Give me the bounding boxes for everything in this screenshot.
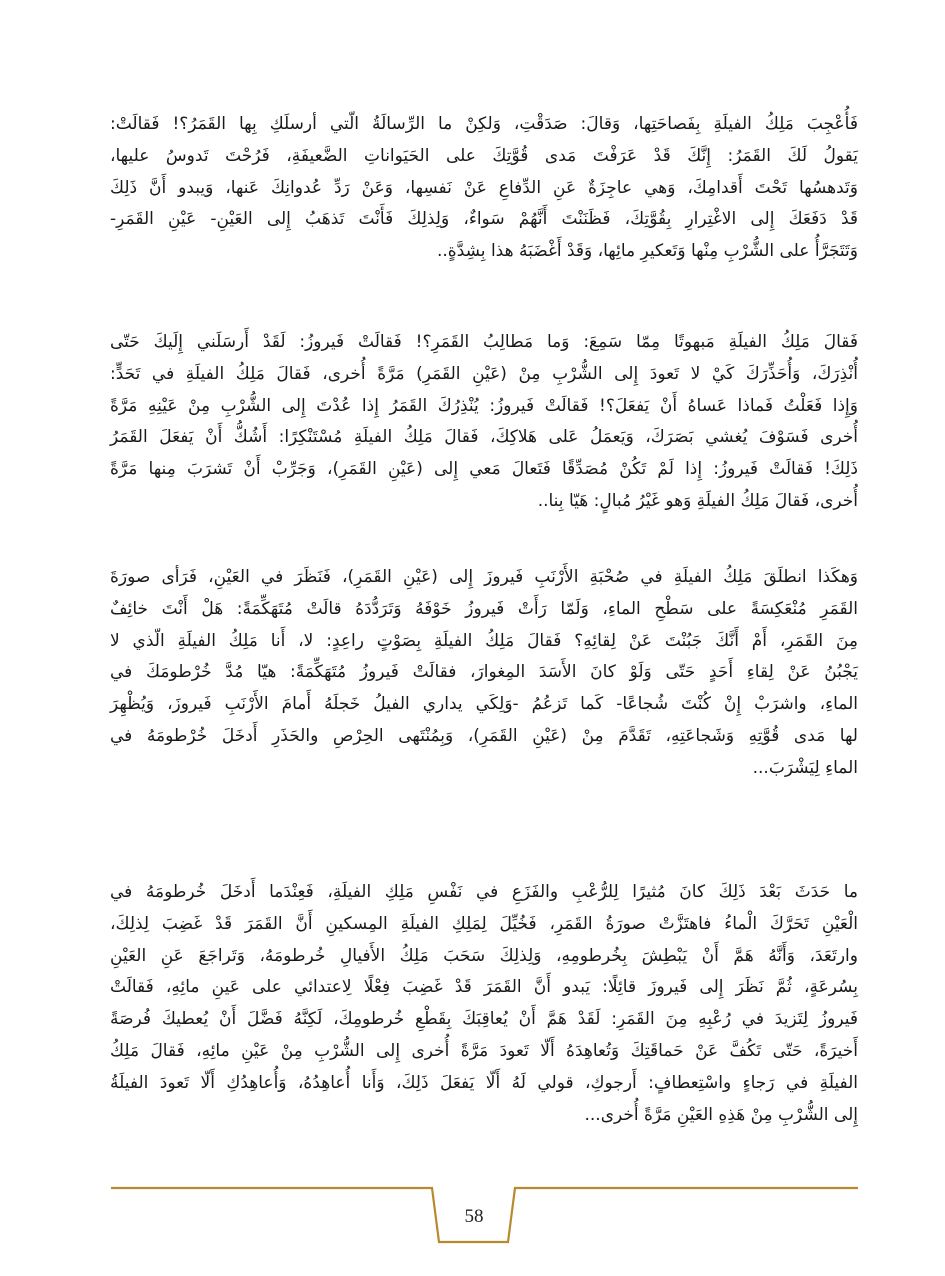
text-line: إِلى الشُّرْبِ مِنْ هَذِهِ العَيْنِ مَرَّةً أُخرى... xyxy=(584,1104,858,1125)
text-line: فَيروزُ لِتَزيدَ في رُعْبِهِ مِنَ القَمَرِ: لَقَدْ هَمَّ أَنْ يُعاقِبَكَ بِقَطْعِ خُرطومِكَ، لَكِنَّهُ فَضَّلَ أَنْ يُعطيكَ فُرصَةً xyxy=(110,1009,858,1030)
text-line: قَدْ دَفَعَكَ إِلى الاغْتِرارِ بِقُوَّتِكَ، فَظَنَنْتَ أَنَّهُمْ سَواءٌ، وَلِذلِكَ فَأَنْتَ تَذهَبُ إِلى العَيْنِ- عَيْنِ القَمَرِ- xyxy=(110,209,858,230)
text-line: أَخيرَةً، حَتّى تَكُفَّ عَنْ حَماقَتِكَ وَتُعاهِدَهُ أَلّا تَعودَ مَرَّةً أُخرى إِلى الشُّرْبِ مِنْ عَيْنِ مائِهِ، فَقالَ مَلِكُ xyxy=(110,1040,858,1061)
text-line: ذَلِكَ! فَقالَتْ فَيروزُ: إِذا لَمْ تَكُنْ مُصَدِّقًا فَتَعالَ مَعي إِلى (عَيْنِ القَمَرِ)، وَجَرِّبْ أَنْ تَشرَبَ مِنها مَرَّةً xyxy=(110,459,858,480)
text-line: فَأُعْجِبَ مَلِكُ الفيلَةِ بِفَصاحَتِها، وَقالَ: صَدَقْتِ، وَلكِنْ ما الرِّسالَةُ الّتي أرسلَكِ بِها القَمَرُ؟! فَقالَتْ: xyxy=(110,114,858,134)
text-line: ما حَدَثَ بَعْدَ ذَلِكَ كانَ مُثيرًا لِلرُّعْبِ والفَزَعِ في نَفْسِ مَلِكِ الفيلَةِ، فَعِنْدَما أَدخَلَ خُرطومَهُ في xyxy=(110,882,858,902)
text-line: الماءِ، واشرَبْ إِنْ كُنْتَ شُجاعًا- كَما تَزعُمُ -وَلِكَي يداري الفيلُ خَجلَهُ أَمامَ الأَرْنَبِ فَيروزَ، وَيُظْهِرَ xyxy=(110,694,858,715)
page-number: 58 xyxy=(464,1206,484,1227)
text-line: أُنْذِرَكَ، وَأُحَذِّرَكَ كَيْ لا تَعودَ إِلى الشُّرْبِ مِنْ (عَيْنِ القَمَرِ) مَرَّةً أُخرى، فَقالَ مَلِكُ الفيلَةِ في تَحَدٍّ: xyxy=(110,363,858,384)
text-line: وَإِذا فَعَلْتُ فَماذا عَساهُ أَنْ يَفعَلَ؟! فَقالَتْ فَيروزُ: يُنْذِرُكَ القَمَرُ إِذا عُدْتَ إِلى الشُّرْبِ مِنْ عَيْنِهِ مَرَّةً xyxy=(110,395,858,416)
text-line: لها مَدى قُوَّتِهِ وَشَجاعَتِهِ، تَقَدَّمَ مِنْ (عَيْنِ القَمَرِ)، وَبِمُنْتَهى الحِرْصِ والحَذَرِ أَدخَلَ خُرْطومَهُ في xyxy=(110,725,858,746)
text-line: يَجْبُنُ عَنْ لِقاءِ أَحَدٍ حَتّى وَلَوْ كانَ الأَسَدَ المِغوارَ، فقالَتْ فَيروزُ مُتَهَكِّمَةً: هيّا مُدَّ خُرْطومَكَ في xyxy=(110,662,858,683)
text-line: الماءِ لِيَشْرَبَ... xyxy=(752,757,858,778)
text-line: القَمَرِ مُنْعَكِسَةً على سَطْحِ الماءِ، وَلَمّا رَأَتْ فَيروزُ خَوْفَهُ وَتَرَدُّدَهُ قالَتْ مُتَهَكِّمَةً: هَلْ أَنْتَ خائِفٌ xyxy=(110,598,858,619)
text-line: وَهكَذا انطلَقَ مَلِكُ الفيلَةِ في صُحْبَةِ الأَرْنَبِ فَيروزَ إِلى (عَيْنِ القَمَرِ)، فَنَظَرَ في العَيْنِ، فَرَأى صورَةَ xyxy=(110,567,858,587)
text-line: أُخرى، فَقالَ مَلِكُ الفيلَةِ وَهو غَيْرُ مُبالٍ: هَيّا بِنا.. xyxy=(537,490,858,511)
text-line: وَتَتَجَرَّأُ على الشُّرْبِ مِنْها وَتَعكيرِ مائِها، وَقَدْ أَغْضَبَهُ هذا بِشِدَّةٍ.. xyxy=(437,241,858,262)
text-line: يَقولُ لَكَ القَمَرُ: إِنَّكَ قَدْ عَرَفْتَ مَدى قُوَّتِكَ على الحَيَواناتِ الضَّعيفَةِ، فَرُحْتَ تَدوسُ عليها، xyxy=(110,145,858,166)
text-line: وَتَدهسُها تَحْتَ أَقدامِكَ، وَهي عاجِزَةٌ عَنِ الدِّفاعِ عَنْ نَفسِها، وَعَنْ رَدِّ عُدوانِكَ عَنها، وَيبدو أَنَّ ذَلِكَ xyxy=(110,177,858,198)
text-line: الْعَيْنِ تَحَرَّكَ الْماءُ فاهتَزَّتْ صورَةُ القَمَرِ، فَخُيِّلَ لِمَلِكِ الفيلَةِ المِسكينِ أَنَّ القَمَرَ قَدْ غَضِبَ لِذلِكَ، xyxy=(110,913,858,934)
text-line: فَقالَ مَلِكُ الفيلَةِ مَبهوتًا مِمّا سَمِعَ: وَما مَطالِبُ القَمَرِ؟! فَقالَتْ فَيروزُ: لَقَدْ أَرسَلَني إِلَيكَ حَتّى xyxy=(110,332,858,352)
text-line: بِسُرعَةٍ، ثُمَّ نَظَرَ إِلى فَيروزَ قائِلًا: يَبدو أَنَّ القَمَرَ قَدْ غَضِبَ فِعْلًا لِاعتدائي على عَينِ مائِهِ، فَقالَتْ xyxy=(110,977,858,998)
text-line: وارتَعَدَ، وَأَنَّهُ هَمَّ أَنْ يَبْطِشَ بِخُرطومِهِ، وَلِذلِكَ سَحَبَ مَلِكُ الأَفيالِ خُرطومَهُ، وَتَراجَعَ عَنِ العَيْنِ xyxy=(110,945,858,966)
text-line: مِنَ القَمَرِ، أَمْ أَنَّكَ جَبُنْتَ عَنْ لِقائِهِ؟ فَقالَ مَلِكُ الفيلَةِ بِصَوْتٍ راعِدٍ: لا، أَنا مَلِكُ الفيلَةِ الّذي لا xyxy=(110,630,858,651)
text-line: الفيلَةِ في رَجاءٍ واسْتِعطافٍ: أَرجوكِ، قولي لَهُ أَلّا يَفعَلَ ذَلِكَ، وَأَنا أُعاهِدُهُ، وَأُعاهِدُكِ أَلّا تَعودَ الفيلَةُ xyxy=(110,1072,858,1093)
text-line: أُخرى فَسَوْفَ يُغشي بَصَرَكَ، وَيَعمَلُ عَلى هَلاكِكَ، فَقالَ مَلِكُ الفيلَةِ مُسْتَنْكِرًا: أَشُكُّ أَنْ يَفعَلَ القَمَرُ xyxy=(110,427,858,448)
